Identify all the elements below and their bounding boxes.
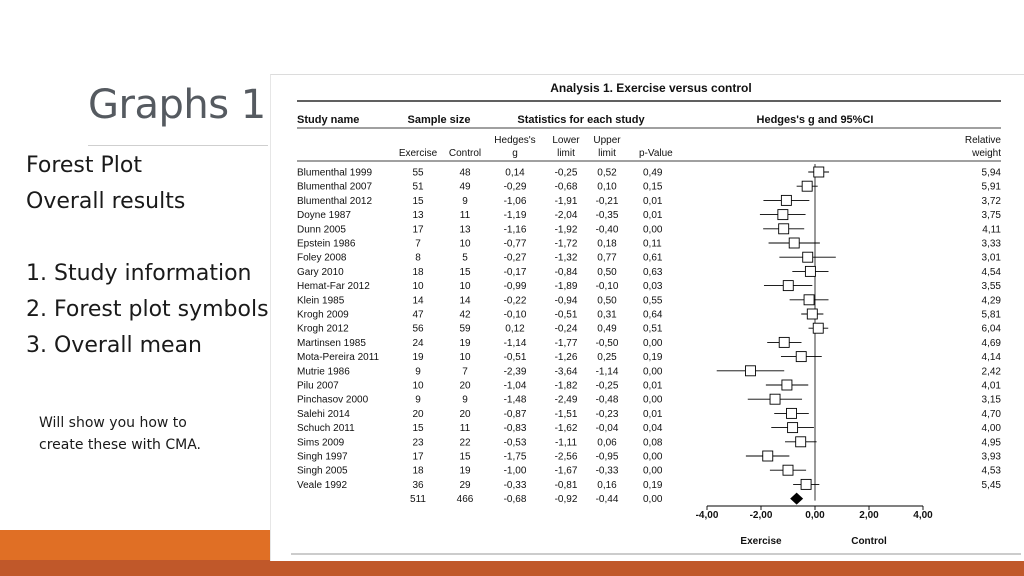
- pvalue-label: 0,19: [643, 352, 663, 364]
- lower-limit-label: -1,32: [554, 252, 578, 264]
- exercise-n-label: 20: [412, 408, 424, 420]
- upper-limit-label: -0,21: [595, 195, 619, 207]
- pvalue-label: 0,00: [643, 366, 663, 378]
- header-weight-2: weight: [972, 148, 1001, 159]
- effect-size-marker: [801, 479, 811, 489]
- weight-label: 3,15: [981, 394, 1001, 406]
- weight-label: 4,54: [981, 266, 1001, 278]
- upper-limit-label: 0,16: [597, 479, 617, 491]
- weight-label: 4,11: [982, 224, 1001, 236]
- hedges-g-label: -0,77: [503, 238, 527, 250]
- exercise-n-label: 9: [415, 366, 421, 378]
- header-control: Control: [448, 148, 482, 159]
- weight-label: 6,04: [981, 323, 1001, 335]
- pvalue-label: 0,01: [643, 380, 663, 392]
- weight-label: 5,81: [981, 309, 1001, 321]
- pvalue-label: 0,03: [643, 281, 663, 293]
- effect-size-marker: [796, 352, 806, 362]
- weight-label: 5,91: [981, 181, 1001, 193]
- x-axis-tick-label: 2,00: [859, 510, 879, 521]
- exercise-n-label: 18: [412, 266, 424, 278]
- hedges-g-label: -0,33: [503, 479, 527, 491]
- exercise-n-label: 13: [412, 210, 424, 222]
- header-sample-size: Sample size: [407, 114, 471, 126]
- control-n-label: 15: [459, 266, 471, 278]
- lower-limit-label: -0,94: [554, 295, 578, 307]
- effect-size-marker: [813, 323, 823, 333]
- exercise-n-label: 9: [415, 394, 421, 406]
- effect-size-marker: [807, 309, 817, 319]
- lower-limit-label: -1,62: [554, 423, 578, 435]
- upper-limit-label: 0,52: [597, 167, 617, 179]
- study-name-label: Hemat-Far 2012: [297, 281, 370, 293]
- bullet-list: [26, 148, 269, 364]
- lower-limit-label: -2,49: [554, 394, 578, 406]
- x-axis-tick-label: -2,00: [749, 510, 773, 521]
- effect-size-marker: [763, 451, 773, 461]
- hedges-g-label: -0,53: [503, 437, 527, 449]
- effect-size-marker: [814, 167, 824, 177]
- effect-size-marker: [779, 224, 789, 234]
- control-n-label: 10: [459, 352, 471, 364]
- control-n-label: 22: [459, 437, 471, 449]
- control-n-label: 19: [459, 337, 471, 349]
- overall-diamond: [790, 493, 803, 505]
- header-hedges-2: g: [512, 148, 518, 159]
- header-lower-1: Lower: [552, 135, 580, 146]
- study-name-label: Krogh 2012: [297, 323, 349, 335]
- study-name-label: Martinsen 1985: [297, 337, 366, 349]
- weight-label: 2,42: [981, 366, 1001, 378]
- header-lower-2: limit: [557, 148, 575, 159]
- weight-label: 3,55: [981, 281, 1001, 293]
- overall-exercise-n: 511: [410, 494, 426, 506]
- control-n-label: 14: [459, 295, 471, 307]
- exercise-n-label: 47: [412, 309, 424, 321]
- header-statistics: Statistics for each study: [517, 114, 645, 126]
- header-pvalue: p-Value: [639, 148, 673, 159]
- effect-size-marker: [781, 195, 791, 205]
- forest-plot-svg: [271, 75, 1024, 561]
- study-name-label: Mota-Pereira 2011: [297, 352, 380, 364]
- effect-size-marker: [783, 465, 793, 475]
- pvalue-label: 0,55: [643, 295, 663, 307]
- note-line: create these with CMA.: [39, 437, 202, 453]
- bottom-bar: [0, 560, 1024, 576]
- effect-size-marker: [745, 366, 755, 376]
- control-n-label: 59: [459, 323, 471, 335]
- control-n-label: 9: [462, 195, 468, 207]
- pvalue-label: 0,01: [643, 408, 663, 420]
- exercise-n-label: 56: [412, 323, 424, 335]
- hedges-g-label: -0,29: [503, 181, 527, 193]
- exercise-n-label: 15: [412, 423, 424, 435]
- lower-limit-label: -1,91: [554, 195, 578, 207]
- effect-size-marker: [782, 380, 792, 390]
- exercise-n-label: 19: [412, 352, 424, 364]
- control-n-label: 19: [459, 465, 471, 477]
- effect-size-marker: [788, 423, 798, 433]
- upper-limit-label: 0,31: [597, 309, 617, 321]
- bullet-item: Forest Plot: [26, 153, 142, 178]
- control-n-label: 13: [459, 224, 471, 236]
- control-n-label: 48: [459, 167, 471, 179]
- lower-limit-label: -1,77: [554, 337, 578, 349]
- weight-label: 4,95: [981, 437, 1001, 449]
- lower-limit-label: -0,51: [554, 309, 578, 321]
- effect-size-marker: [803, 252, 813, 262]
- study-name-label: Blumenthal 1999: [297, 167, 373, 179]
- upper-limit-label: -0,23: [595, 408, 619, 420]
- exercise-n-label: 36: [412, 479, 424, 491]
- study-name-label: Blumenthal 2007: [297, 181, 373, 193]
- exercise-n-label: 8: [415, 252, 421, 264]
- upper-limit-label: -0,25: [595, 380, 619, 392]
- hedges-g-label: -0,17: [503, 266, 527, 278]
- header-upper-2: limit: [598, 148, 616, 159]
- lower-limit-label: -1,89: [554, 281, 578, 293]
- weight-label: 5,94: [981, 167, 1001, 179]
- pvalue-label: 0,00: [643, 337, 663, 349]
- upper-limit-label: -0,50: [595, 337, 619, 349]
- weight-label: 4,53: [981, 465, 1001, 477]
- overall-control-n: 466: [456, 494, 474, 506]
- exercise-n-label: 14: [412, 295, 424, 307]
- slide-title: Graphs 1: [88, 82, 266, 128]
- header-study-name: Study name: [297, 114, 360, 126]
- study-name-label: Salehi 2014: [297, 408, 350, 420]
- effect-size-marker: [789, 238, 799, 248]
- lower-limit-label: -1,67: [554, 465, 578, 477]
- lower-limit-label: -2,56: [554, 451, 578, 463]
- pvalue-label: 0,61: [643, 252, 663, 264]
- lower-limit-label: -0,25: [554, 167, 578, 179]
- lower-limit-label: -0,24: [554, 323, 578, 335]
- pvalue-label: 0,64: [643, 309, 663, 321]
- upper-limit-label: -0,33: [595, 465, 619, 477]
- pvalue-label: 0,15: [643, 181, 663, 193]
- study-name-label: Gary 2010: [297, 266, 344, 278]
- effect-size-marker: [783, 281, 793, 291]
- pvalue-label: 0,01: [643, 210, 663, 222]
- lower-limit-label: -1,72: [554, 238, 578, 250]
- upper-limit-label: -0,10: [595, 281, 619, 293]
- overall-pvalue: 0,00: [643, 494, 663, 506]
- lower-limit-label: -1,26: [554, 352, 578, 364]
- effect-size-marker: [770, 394, 780, 404]
- exercise-n-label: 15: [412, 195, 424, 207]
- study-name-label: Klein 1985: [297, 295, 345, 307]
- hedges-g-label: -0,22: [503, 295, 527, 307]
- x-axis-tick-label: -4,00: [695, 510, 719, 521]
- pvalue-label: 0,00: [643, 451, 663, 463]
- exercise-n-label: 17: [412, 224, 424, 236]
- upper-limit-label: 0,50: [597, 266, 617, 278]
- hedges-g-label: -0,87: [503, 408, 527, 420]
- title-divider: [88, 145, 268, 146]
- axis-left-label: Exercise: [740, 536, 782, 547]
- control-n-label: 42: [459, 309, 471, 321]
- bullet-item: Overall results: [26, 189, 186, 214]
- weight-label: 3,72: [981, 195, 1001, 207]
- note-text: [39, 412, 201, 456]
- hedges-g-label: -1,75: [503, 451, 527, 463]
- hedges-g-label: -1,06: [503, 195, 527, 207]
- upper-limit-label: -0,04: [595, 423, 619, 435]
- exercise-n-label: 7: [415, 238, 421, 250]
- effect-size-marker: [787, 408, 797, 418]
- lower-limit-label: -1,11: [554, 437, 578, 449]
- weight-label: 3,33: [981, 238, 1001, 250]
- weight-label: 4,70: [981, 408, 1001, 420]
- upper-limit-label: 0,77: [597, 252, 617, 264]
- x-axis-tick-label: 4,00: [913, 510, 933, 521]
- pvalue-label: 0,04: [643, 423, 663, 435]
- control-n-label: 20: [459, 380, 471, 392]
- hedges-g-label: -0,10: [503, 309, 527, 321]
- header-weight-1: Relative: [964, 135, 1001, 146]
- overall-hedges-g: -0,68: [503, 494, 527, 506]
- pvalue-label: 0,01: [643, 195, 663, 207]
- lower-limit-label: -3,64: [554, 366, 578, 378]
- pvalue-label: 0,08: [643, 437, 663, 449]
- hedges-g-label: -2,39: [503, 366, 527, 378]
- effect-size-marker: [804, 295, 814, 305]
- exercise-n-label: 24: [412, 337, 424, 349]
- bottom-accent-bar: [0, 530, 270, 560]
- study-name-label: Foley 2008: [297, 252, 347, 264]
- upper-limit-label: 0,25: [597, 352, 617, 364]
- lower-limit-label: -0,68: [554, 181, 578, 193]
- control-n-label: 5: [462, 252, 468, 264]
- lower-limit-label: -0,84: [554, 266, 578, 278]
- exercise-n-label: 55: [412, 167, 424, 179]
- control-n-label: 29: [459, 479, 471, 491]
- upper-limit-label: 0,50: [597, 295, 617, 307]
- exercise-n-label: 51: [412, 181, 424, 193]
- pvalue-label: 0,51: [643, 323, 663, 335]
- x-axis-tick-label: 0,00: [805, 510, 825, 521]
- header-hedges-1: Hedges's: [494, 135, 536, 146]
- control-n-label: 11: [459, 210, 471, 222]
- effect-size-marker: [796, 437, 806, 447]
- hedges-g-label: -1,16: [503, 224, 527, 236]
- chart-title: Analysis 1. Exercise versus control: [550, 81, 752, 95]
- hedges-g-label: -0,27: [503, 252, 527, 264]
- pvalue-label: 0,19: [643, 479, 663, 491]
- study-name-label: Dunn 2005: [297, 224, 346, 236]
- control-n-label: 49: [459, 181, 471, 193]
- control-n-label: 10: [459, 281, 471, 293]
- exercise-n-label: 23: [412, 437, 424, 449]
- upper-limit-label: 0,18: [597, 238, 617, 250]
- pvalue-label: 0,00: [643, 224, 663, 236]
- effect-size-marker: [778, 210, 788, 220]
- pvalue-label: 0,00: [643, 394, 663, 406]
- control-n-label: 7: [462, 366, 468, 378]
- weight-label: 3,75: [981, 210, 1001, 222]
- bullet-item: 2. Forest plot symbols: [26, 297, 269, 322]
- header-upper-1: Upper: [593, 135, 621, 146]
- study-name-label: Schuch 2011: [297, 423, 355, 435]
- control-n-label: 11: [459, 423, 471, 435]
- weight-label: 3,01: [981, 252, 1001, 264]
- study-name-label: Singh 1997: [297, 451, 348, 463]
- upper-limit-label: 0,49: [597, 323, 617, 335]
- control-n-label: 10: [459, 238, 471, 250]
- upper-limit-label: -0,40: [595, 224, 619, 236]
- control-n-label: 20: [459, 408, 471, 420]
- pvalue-label: 0,49: [643, 167, 663, 179]
- upper-limit-label: -1,14: [595, 366, 619, 378]
- exercise-n-label: 17: [412, 451, 424, 463]
- weight-label: 4,69: [981, 337, 1001, 349]
- weight-label: 4,01: [981, 380, 1001, 392]
- hedges-g-label: 0,14: [505, 167, 525, 179]
- study-name-label: Mutrie 1986: [297, 366, 350, 378]
- study-name-label: Pinchasov 2000: [297, 394, 369, 406]
- effect-size-marker: [779, 337, 789, 347]
- upper-limit-label: -0,35: [595, 210, 619, 222]
- pvalue-label: 0,00: [643, 465, 663, 477]
- hedges-g-label: -1,00: [503, 465, 527, 477]
- hedges-g-label: -0,51: [503, 352, 527, 364]
- exercise-n-label: 10: [412, 380, 424, 392]
- upper-limit-label: 0,06: [597, 437, 617, 449]
- upper-limit-label: -0,48: [595, 394, 619, 406]
- forest-plot-figure: [270, 74, 1024, 561]
- hedges-g-label: -1,04: [503, 380, 527, 392]
- study-name-label: Sims 2009: [297, 437, 345, 449]
- effect-size-marker: [805, 266, 815, 276]
- control-n-label: 15: [459, 451, 471, 463]
- study-name-label: Singh 2005: [297, 465, 348, 477]
- bullet-item: 1. Study information: [26, 261, 252, 286]
- study-name-label: Blumenthal 2012: [297, 195, 373, 207]
- header-exercise: Exercise: [398, 148, 438, 159]
- study-name-label: Krogh 2009: [297, 309, 349, 321]
- study-name-label: Doyne 1987: [297, 210, 351, 222]
- note-line: Will show you how to: [39, 415, 187, 431]
- hedges-g-label: 0,12: [505, 323, 525, 335]
- weight-label: 5,45: [981, 479, 1001, 491]
- bullet-item: 3. Overall mean: [26, 333, 202, 358]
- study-name-label: Veale 1992: [297, 479, 348, 491]
- lower-limit-label: -1,51: [554, 408, 578, 420]
- upper-limit-label: 0,10: [597, 181, 617, 193]
- lower-limit-label: -2,04: [554, 210, 578, 222]
- lower-limit-label: -1,92: [554, 224, 578, 236]
- overall-upper-limit: -0,44: [595, 494, 619, 506]
- study-name-label: Epstein 1986: [297, 238, 356, 250]
- lower-limit-label: -1,82: [554, 380, 578, 392]
- overall-lower-limit: -0,92: [554, 494, 578, 506]
- weight-label: 3,93: [981, 451, 1001, 463]
- weight-label: 4,29: [981, 295, 1001, 307]
- pvalue-label: 0,11: [643, 238, 662, 250]
- effect-size-marker: [802, 181, 812, 191]
- study-name-label: Pilu 2007: [297, 380, 339, 392]
- lower-limit-label: -0,81: [554, 479, 578, 491]
- axis-right-label: Control: [851, 536, 887, 547]
- hedges-g-label: -1,14: [503, 337, 527, 349]
- upper-limit-label: -0,95: [595, 451, 619, 463]
- control-n-label: 9: [462, 394, 468, 406]
- exercise-n-label: 10: [412, 281, 424, 293]
- hedges-g-label: -0,99: [503, 281, 527, 293]
- hedges-g-label: -1,19: [503, 210, 527, 222]
- hedges-g-label: -1,48: [503, 394, 527, 406]
- weight-label: 4,14: [981, 352, 1001, 364]
- pvalue-label: 0,63: [643, 266, 663, 278]
- hedges-g-label: -0,83: [503, 423, 527, 435]
- exercise-n-label: 18: [412, 465, 424, 477]
- weight-label: 4,00: [981, 423, 1001, 435]
- header-plot: Hedges's g and 95%CI: [756, 114, 874, 126]
